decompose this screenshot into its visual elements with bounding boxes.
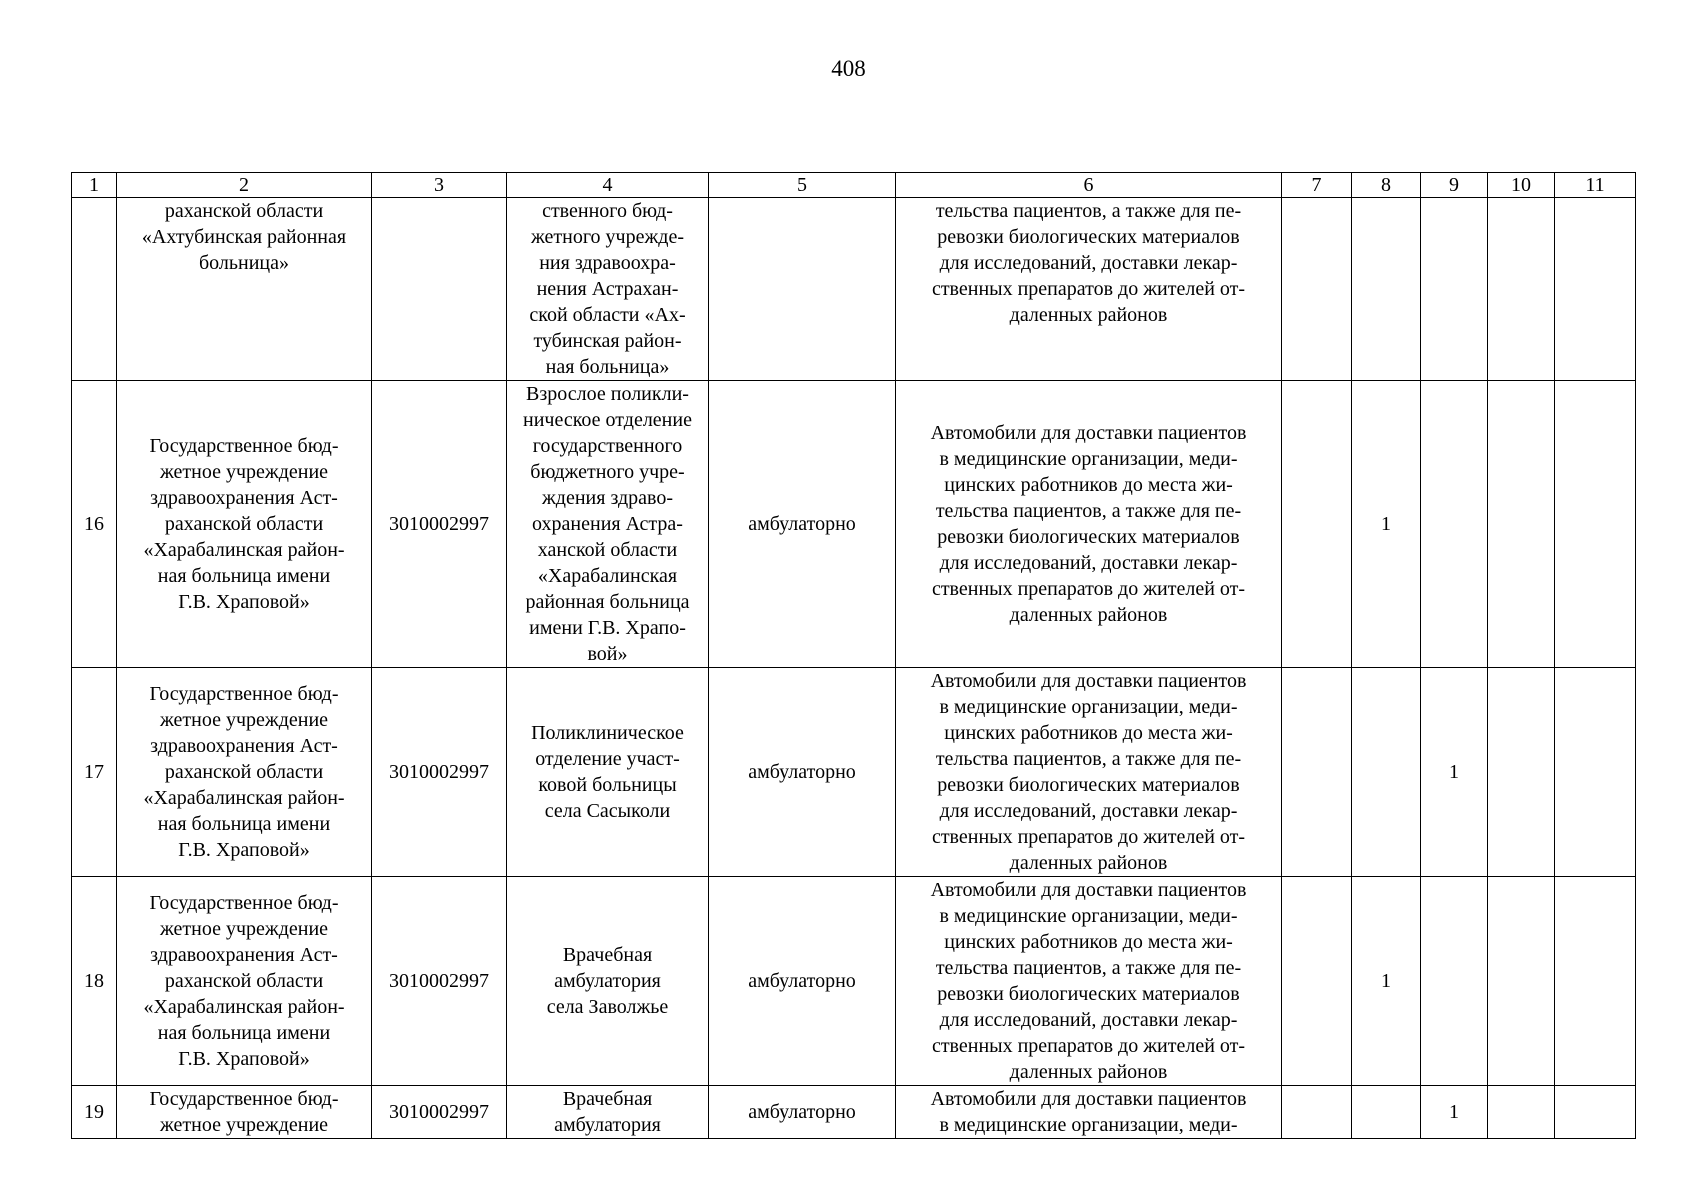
column-header: 11: [1555, 173, 1636, 198]
count-cell-9: [1421, 381, 1488, 668]
count-cell-7: [1282, 198, 1352, 381]
column-header: 7: [1282, 173, 1352, 198]
column-header: 8: [1352, 173, 1421, 198]
vehicle-purpose-cell: Автомобили для доставки пациентов в медицинские организации, меди- цинских работников до места жи- тельства пациентов, а также для пе- ревозки биологических материалов для исследований, доставки лекар- ственных препаратов до жителей от- даленных районов: [896, 668, 1282, 877]
count-cell-7: [1282, 381, 1352, 668]
care-type-cell: амбулаторно: [709, 1086, 896, 1139]
count-cell-11: [1555, 668, 1636, 877]
count-cell-7: [1282, 668, 1352, 877]
column-header: 2: [117, 173, 372, 198]
count-cell-9: 1: [1421, 1086, 1488, 1139]
count-cell-10: [1488, 381, 1555, 668]
organization-cell: Государственное бюд- жетное учреждение здравоохранения Аст- раханской области «Харабалинская район- ная больница имени Г.В. Храповой»: [117, 381, 372, 668]
count-cell-7: [1282, 1086, 1352, 1139]
department-cell: ственного бюд- жетного учрежде- ния здравоохра- нения Астрахан- ской области «Ах- тубинская район- ная больница»: [507, 198, 709, 381]
count-cell-9: 1: [1421, 668, 1488, 877]
organization-cell: Государственное бюд- жетное учреждение здравоохранения Аст- раханской области «Харабалинская район- ная больница имени Г.В. Храповой»: [117, 668, 372, 877]
column-header: 4: [507, 173, 709, 198]
inn-cell: [372, 198, 507, 381]
table-row: [72, 1086, 1636, 1139]
organization-cell: раханской области «Ахтубинская районная больница»: [117, 198, 372, 381]
table-row: [72, 877, 1636, 1086]
column-header: 6: [896, 173, 1282, 198]
table-row: [72, 668, 1636, 877]
column-header: 5: [709, 173, 896, 198]
row-number-cell: [72, 198, 117, 381]
organization-cell: Государственное бюд- жетное учреждение: [117, 1086, 372, 1139]
care-type-cell: [709, 198, 896, 381]
count-cell-10: [1488, 668, 1555, 877]
count-cell-8: 1: [1352, 381, 1421, 668]
count-cell-11: [1555, 381, 1636, 668]
table-row: [72, 198, 1636, 381]
data-table: [71, 172, 1636, 1139]
care-type-cell: амбулаторно: [709, 381, 896, 668]
vehicle-purpose-cell: Автомобили для доставки пациентов в медицинские организации, меди- цинских работников до места жи- тельства пациентов, а также для пе- ревозки биологических материалов для исследований, доставки лекар- ственных препаратов до жителей от- даленных районов: [896, 381, 1282, 668]
count-cell-9: [1421, 198, 1488, 381]
department-cell: Взрослое поликли- ническое отделение государственного бюджетного учре- ждения здраво- охранения Астра- ханской области «Харабалинская районная больница имени Г.В. Храпо- вой»: [507, 381, 709, 668]
inn-cell: 3010002997: [372, 381, 507, 668]
count-cell-8: [1352, 198, 1421, 381]
count-cell-10: [1488, 198, 1555, 381]
table-header-row: [72, 173, 1636, 198]
care-type-cell: амбулаторно: [709, 668, 896, 877]
count-cell-10: [1488, 1086, 1555, 1139]
page-number: 408: [831, 56, 866, 81]
count-cell-8: 1: [1352, 877, 1421, 1086]
inn-cell: 3010002997: [372, 668, 507, 877]
count-cell-9: [1421, 877, 1488, 1086]
vehicle-purpose-cell: Автомобили для доставки пациентов в медицинские организации, меди- цинских работников до места жи- тельства пациентов, а также для пе- ревозки биологических материалов для исследований, доставки лекар- ственных препаратов до жителей от- даленных районов: [896, 877, 1282, 1086]
row-number-cell: 18: [72, 877, 117, 1086]
column-header: 3: [372, 173, 507, 198]
count-cell-8: [1352, 668, 1421, 877]
column-header: 9: [1421, 173, 1488, 198]
count-cell-8: [1352, 1086, 1421, 1139]
count-cell-11: [1555, 1086, 1636, 1139]
department-cell: Поликлиническое отделение участ- ковой больницы села Сасыколи: [507, 668, 709, 877]
vehicle-purpose-cell: Автомобили для доставки пациентов в медицинские организации, меди-: [896, 1086, 1282, 1139]
organization-cell: Государственное бюд- жетное учреждение здравоохранения Аст- раханской области «Харабалинская район- ная больница имени Г.В. Храповой»: [117, 877, 372, 1086]
department-cell: Врачебная амбулатория: [507, 1086, 709, 1139]
count-cell-10: [1488, 877, 1555, 1086]
table-row: [72, 381, 1636, 668]
count-cell-11: [1555, 198, 1636, 381]
column-header: 1: [72, 173, 117, 198]
column-header: 10: [1488, 173, 1555, 198]
inn-cell: 3010002997: [372, 877, 507, 1086]
count-cell-11: [1555, 877, 1636, 1086]
count-cell-7: [1282, 877, 1352, 1086]
care-type-cell: амбулаторно: [709, 877, 896, 1086]
row-number-cell: 16: [72, 381, 117, 668]
row-number-cell: 19: [72, 1086, 117, 1139]
row-number-cell: 17: [72, 668, 117, 877]
vehicle-purpose-cell: тельства пациентов, а также для пе- ревозки биологических материалов для исследований, доставки лекар- ственных препаратов до жителей от- даленных районов: [896, 198, 1282, 381]
department-cell: Врачебная амбулатория села Заволжье: [507, 877, 709, 1086]
inn-cell: 3010002997: [372, 1086, 507, 1139]
